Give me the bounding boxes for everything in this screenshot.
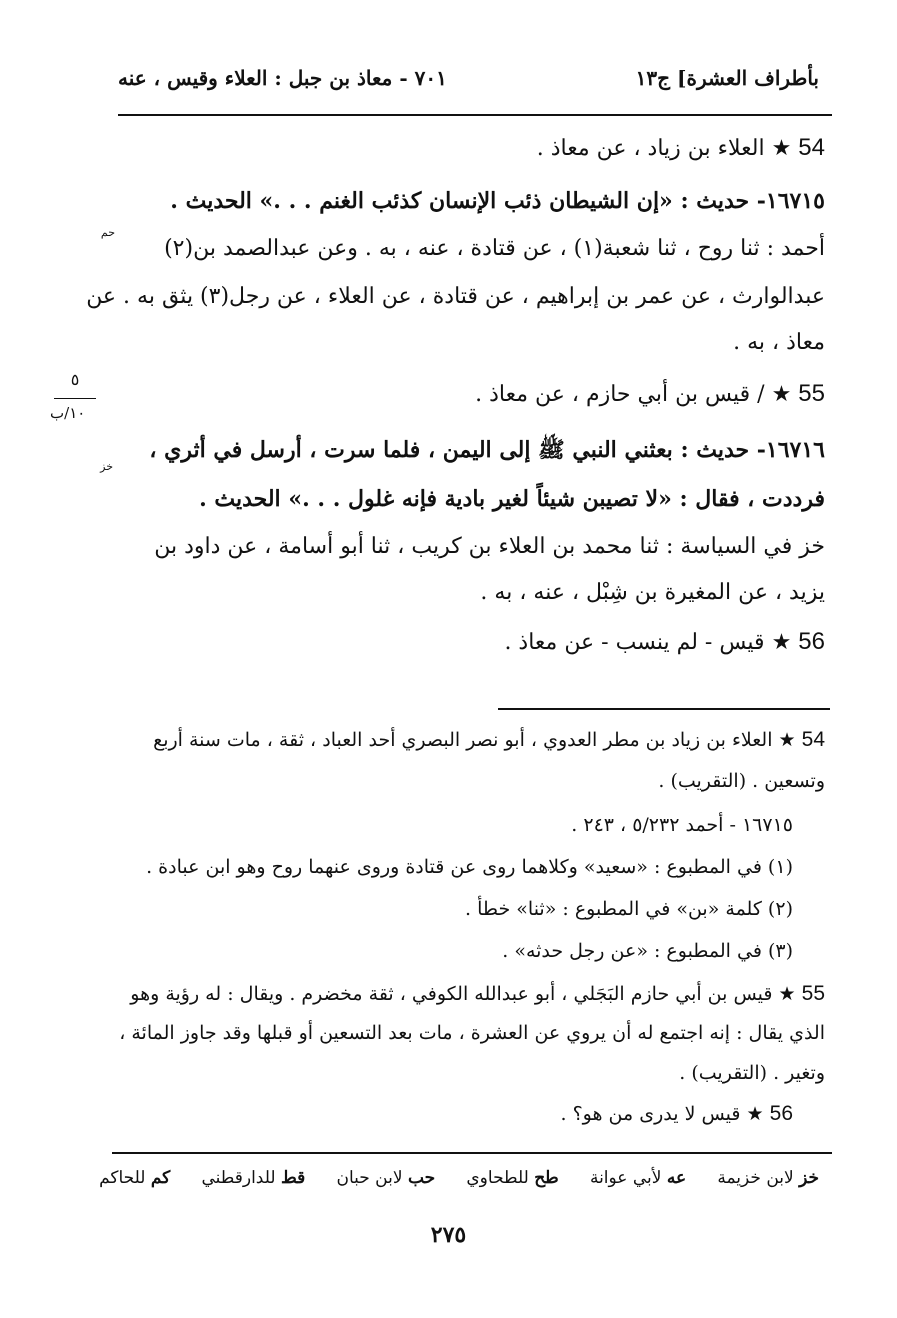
header-rule (118, 114, 832, 116)
star-icon: ★ (778, 983, 796, 1005)
hadith-text: - حديث : بعثني النبي ﷺ إلى اليمن ، فلما سرت ، أرسل في أثري ، (149, 437, 766, 463)
abbr-item: خز لابن خزيمة (717, 1168, 819, 1188)
footnote-2: (٢) كلمة «بن» في المطبوع : «ثنا» خطأ . (465, 898, 793, 920)
star-icon: ★ (746, 1103, 764, 1125)
abbr-item: كم للحاكم (99, 1168, 171, 1188)
entry-number: 54 (798, 134, 825, 161)
footnote-54-line-1 (153, 728, 825, 752)
entry-number: 55 (798, 380, 825, 407)
hadith-16716-isnad-2: يزيد ، عن المغيرة بن شِبْل ، عنه ، به . (480, 580, 825, 605)
entry-54-heading (537, 134, 825, 162)
abbr-item: قط للدارقطني (201, 1168, 306, 1188)
hadith-text: - حديث : «إن الشيطان ذئب الإنسان كذئب الغنم . . .» الحديث . (170, 188, 766, 214)
star-icon: ★ (771, 630, 792, 655)
footnote-1: (١) في المطبوع : «سعيد» وكلاهما روى عن قتادة وروى عنهما روح وهو ابن عبادة . (146, 856, 793, 878)
footnote-text: قيس بن أبي حازم البَجَلي ، أبو عبدالله الكوفي ، ثقة مخضرم . ويقال : له رؤية وهو (130, 983, 773, 1005)
footnote-54-line-2: وتسعين . (التقريب) . (658, 770, 825, 792)
footnote-text: العلاء بن زياد بن مطر العدوي ، أبو نصر البصري أحد العباد ، ثقة ، مات سنة أربع (153, 729, 773, 751)
footnote-55-line-1 (130, 982, 825, 1006)
hadith-sigla: حم (100, 226, 115, 239)
footnote-text: قيس لا يدرى من هو؟ . (560, 1103, 741, 1125)
hadith-16716-title-cont: فرددت ، فقال : «لا تصيبن شيئاً لغير بادية فإنه غلول . . .» الحديث . (199, 486, 825, 512)
hadith-16715-isnad-3: معاذ ، به . (733, 330, 825, 355)
margin-note-bottom: ١٠/ب (50, 404, 86, 422)
star-icon: ★ (771, 136, 792, 161)
footnote-number: 56 (769, 1102, 793, 1125)
entry-55-heading (475, 380, 825, 408)
footnote-number: 55 (801, 982, 825, 1005)
hadith-16716-title (149, 436, 825, 468)
footnote-number: 54 (801, 728, 825, 751)
hadith-16715-isnad-1: أحمد : ثنا روح ، ثنا شعبة(١) ، عن قتادة ، عنه ، به . وعن عبدالصمد بن(٢) (164, 236, 825, 261)
margin-note-top: ٥ (70, 370, 80, 389)
entry-number: 56 (798, 628, 825, 655)
footnote-3: (٣) في المطبوع : «عن رجل حدثه» . (502, 940, 793, 962)
entry-title: / قيس بن أبي حازم ، عن معاذ . (475, 382, 765, 407)
entry-title: العلاء بن زياد ، عن معاذ . (536, 136, 765, 161)
entry-title: قيس - لم ينسب - عن معاذ . (504, 630, 765, 655)
footnote-56 (561, 1102, 793, 1126)
footnote-55-line-2: الذي يقال : إنه اجتمع له أن يروي عن العشرة ، مات بعد التسعين أو قبلها وقد جاوز المائة ، (119, 1022, 825, 1044)
footnote-separator (498, 708, 830, 710)
hadith-16716-isnad-1: خز في السياسة : ثنا محمد بن العلاء بن كريب ، ثنا أبو أسامة ، عن داود بن (154, 534, 825, 559)
page-number: ٢٧٥ (430, 1222, 467, 1248)
hadith-sigla: خز (100, 460, 113, 473)
hadith-16715-title (170, 188, 825, 214)
hadith-number: ١٦٧١٦ (765, 437, 825, 463)
abbr-item: طح للطحاوي (466, 1168, 559, 1188)
running-header-left: ٧٠١ - معاذ بن جبل : العلاء وقيس ، عنه (118, 66, 447, 90)
abbreviations-legend (99, 1168, 819, 1188)
hadith-number: ١٦٧١٥ (765, 188, 825, 214)
star-icon: ★ (778, 729, 796, 751)
star-icon: ★ (771, 382, 792, 407)
running-header-right: بأطراف العشرة] ج١٣ (635, 66, 819, 90)
legend-rule (112, 1152, 832, 1154)
margin-note-rule (54, 398, 96, 399)
entry-56-heading (504, 628, 825, 656)
footnote-55-line-3: وتغير . (التقريب) . (679, 1062, 825, 1084)
reference-16715: ١٦٧١٥ - أحمد ٥/٢٣٢ ، ٢٤٣ . (571, 814, 793, 836)
hadith-16715-isnad-2: عبدالوارث ، عن عمر بن إبراهيم ، عن قتادة ، عن العلاء ، عن رجل(٣) يثق به . عن (86, 284, 825, 309)
abbr-item: حب لابن حبان (336, 1168, 436, 1188)
abbr-item: عه لأبي عوانة (589, 1168, 687, 1188)
